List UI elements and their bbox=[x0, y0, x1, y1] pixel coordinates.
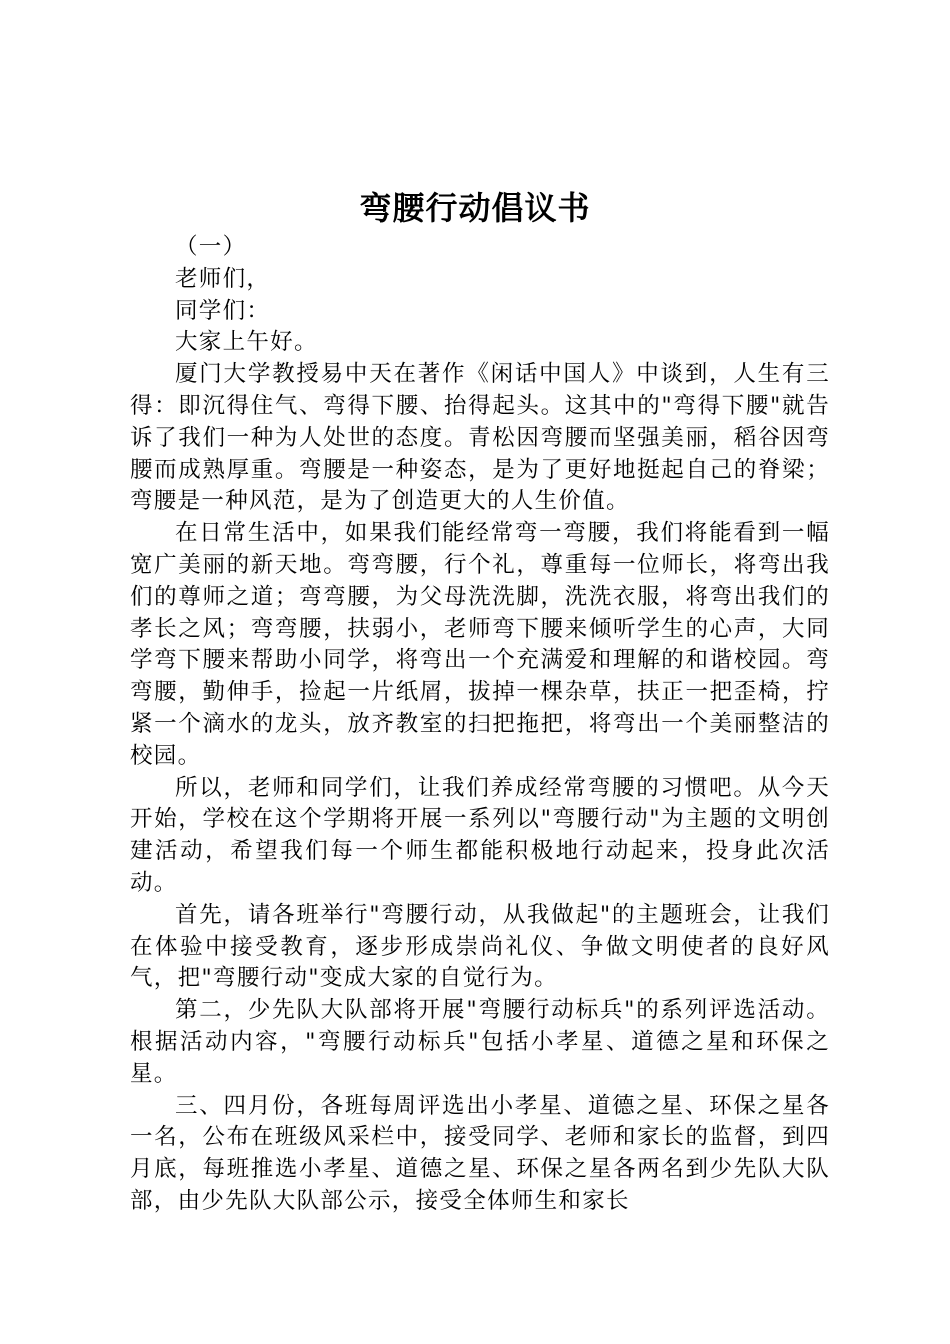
document-body bbox=[130, 232, 830, 1218]
paragraph-greeting: 大家上午好。 bbox=[175, 329, 318, 356]
paragraph-salutation-teachers: 老师们， bbox=[175, 265, 271, 292]
paragraph-section-number: （一） bbox=[175, 234, 247, 260]
paragraph-daily-life: 在日常生活中，如果我们能经常弯一弯腰，我们将能看到一幅宽广美丽的新天地。弯弯腰，行个礼，尊重每一位师长，将弯出我们的尊师之道；弯弯腰，为父母洗洗脚，洗洗衣服，将弯出我们的孝长之风；弯弯腰，扶弱小，老师弯下腰来倾听学生的心声，大同学弯下腰来帮助小同学，将弯出一个充满爱和理解的和谐校园。弯弯腰，勤伸手，捡起一片纸屑，拔掉一棵杂草，扶正一把歪椅，拧紧一个滴水的龙头，放齐教室的扫把拖把，将弯出一个美丽整洁的校园。 bbox=[130, 520, 830, 769]
paragraph-first: 首先，请各班举行"弯腰行动，从我做起"的主题班会，让我们在体验中接受教育，逐步形成崇尚礼仪、争做文明使者的良好风气，把"弯腰行动"变成大家的自觉行为。 bbox=[130, 901, 830, 992]
paragraph-third: 三、四月份，各班每周评选出小孝星、道德之星、环保之星各一名，公布在班级风采栏中，接受同学、老师和家长的监督，到四月底，每班推选小孝星、道德之星、环保之星各两名到少先队大队部，由少先队大队部公示，接受全体师生和家长 bbox=[130, 1092, 830, 1214]
paragraph-salutation-students: 同学们： bbox=[175, 297, 271, 324]
paragraph-call-to-action: 所以，老师和同学们，让我们养成经常弯腰的习惯吧。从今天开始，学校在这个学期将开展一系列以"弯腰行动"为主题的文明创建活动，希望我们每一个师生都能积极地行动起来，投身此次活动。 bbox=[130, 774, 830, 896]
paragraph-intro: 厦门大学教授易中天在著作《闲话中国人》中谈到，人生有三得：即沉得住气、弯得下腰、抬得起头。这其中的"弯得下腰"就告诉了我们一种为人处世的态度。青松因弯腰而坚强美丽，稻谷因弯腰而成熟厚重。弯腰是一种姿态，是为了更好地挺起自己的脊梁；弯腰是一种风范，是为了创造更大的人生价值。 bbox=[130, 361, 830, 515]
document-title: 弯腰行动倡议书 bbox=[359, 189, 591, 227]
paragraph-second: 第二，少先队大队部将开展"弯腰行动标兵"的系列评选活动。根据活动内容，"弯腰行动标兵"包括小孝星、道德之星和环保之星。 bbox=[130, 997, 830, 1087]
